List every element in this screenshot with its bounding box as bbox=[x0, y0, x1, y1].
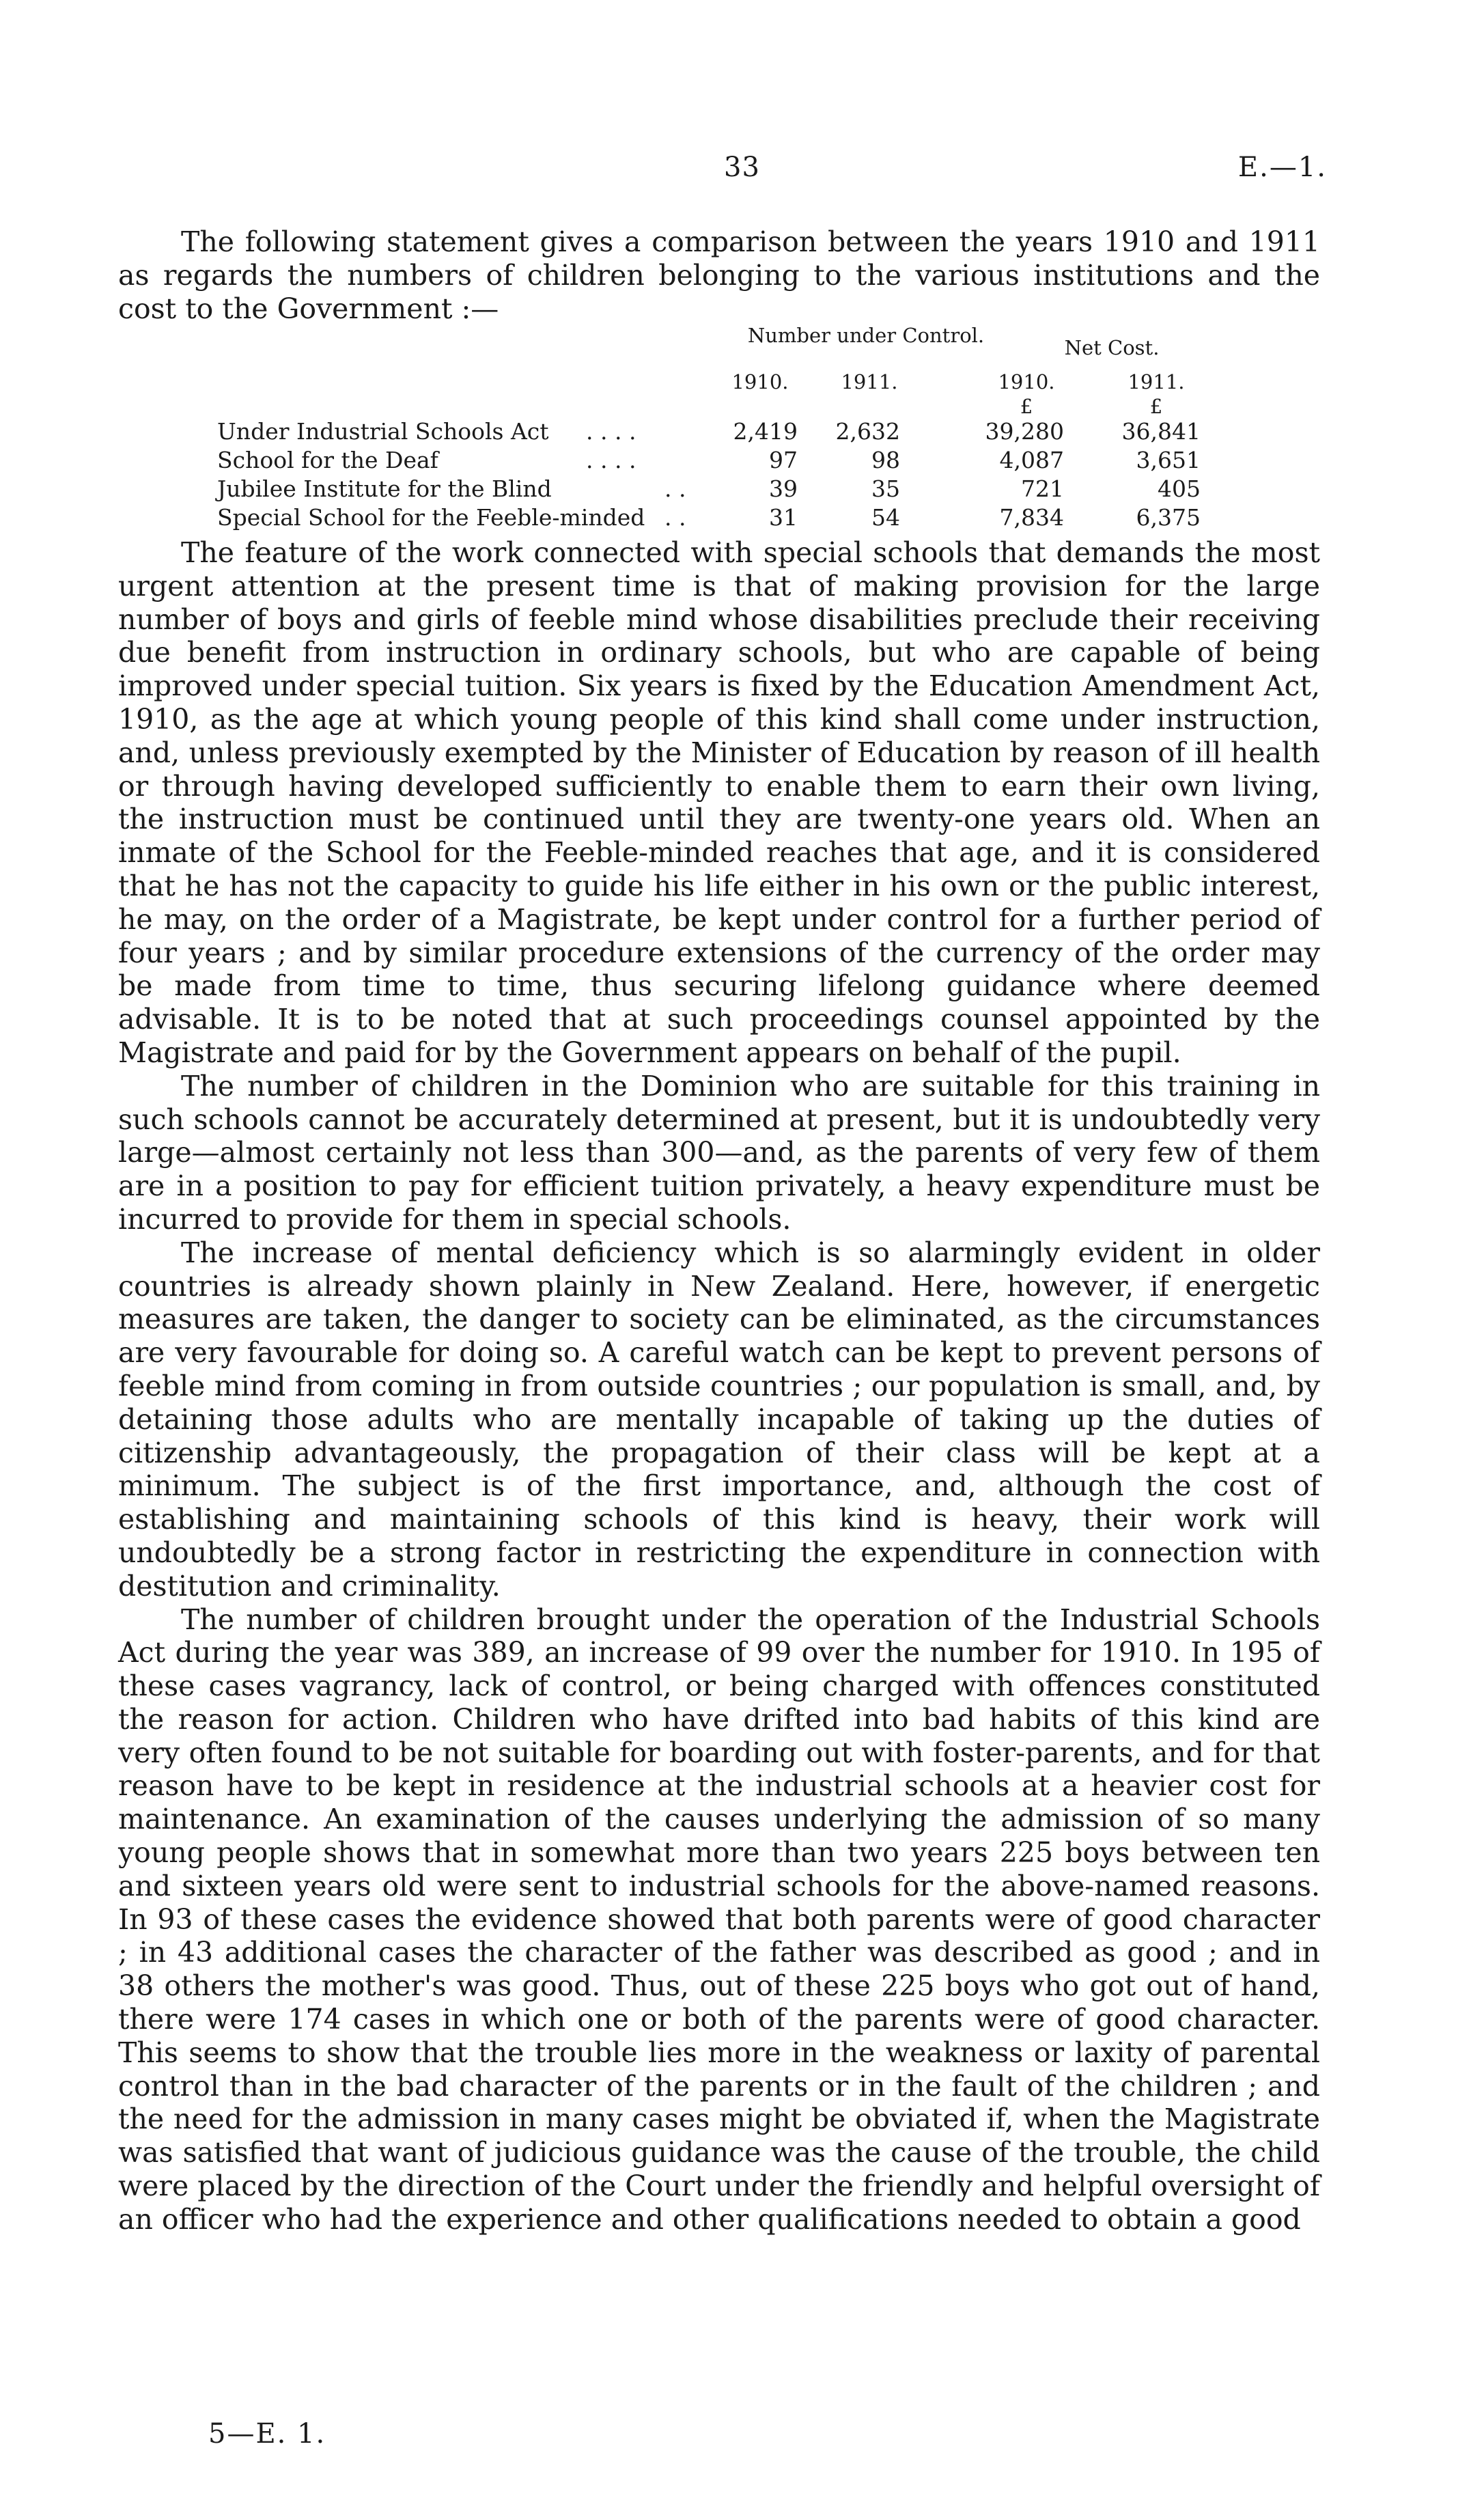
cost-1910: 721 bbox=[1021, 475, 1064, 502]
cost-1911: 405 bbox=[1158, 475, 1201, 502]
number-1911: 54 bbox=[871, 504, 900, 531]
number-1910: 39 bbox=[769, 475, 798, 502]
body-text bbox=[118, 536, 1320, 2236]
header-year: 1910. bbox=[998, 370, 1055, 393]
page-number: 33 bbox=[724, 152, 760, 183]
dot-leader: . . bbox=[664, 504, 686, 531]
footer-signature: 5—E. 1. bbox=[208, 2418, 326, 2450]
number-1910: 97 bbox=[769, 447, 798, 473]
cost-1910: 7,834 bbox=[999, 504, 1064, 531]
header-net-cost: Net Cost. bbox=[1064, 336, 1160, 359]
body-paragraph: The number of children brought under the operation of the Industrial Schools Act during the year was 389, an increase of 99 over the number for 1910. In 195 of these cases vagrancy, lack of control, or being charged with offences constituted the reason for action. Children who have drifted into bad habits of this kind are very often found to be not suitable for boarding out with foster-parents, and for that reason have to be kept in residence at the industrial schools at a heavier cost for maintenance. An examination of the causes underlying the admission of so many young people shows that in somewhat more than two years 225 boys between ten and sixteen years old were sent to industrial schools for the above-named reasons. In 93 of these cases the evidence showed that both parents were of good character ; in 43 additional cases the character of the father was described as good ; and in 38 others the mother's was good. Thus, out of these 225 boys who got out of hand, there were 174 cases in which one or both of the parents were of good character. This seems to show that the trouble lies more in the weakness or laxity of parental control than in the bad character of the parents or in the fault of the children ; and the need for the admission in many cases might be obviated if, when the Magistrate was satisfied that want of judicious guidance was the cause of the trouble, the child were placed by the direction of the Court under the friendly and helpful oversight of an officer who had the experience and other qualifications needed to obtain a good bbox=[118, 1603, 1320, 2236]
table-row bbox=[217, 504, 1207, 531]
table-row bbox=[217, 418, 1207, 445]
dot-leader: . . bbox=[664, 475, 686, 502]
dot-leader: . . . . bbox=[586, 418, 636, 445]
table-row bbox=[217, 475, 1207, 503]
intro-section bbox=[118, 225, 1320, 325]
body-paragraph: The number of children in the Dominion who are suitable for this training in such schools cannot be accurately determined at present, but it is undoubtedly very large—almost certainly not less than 300—and, as the parents of very few of them are in a position to pay for efficient tuition privately, a heavy expenditure must be incurred to provide for them in special schools. bbox=[118, 1069, 1320, 1236]
number-1910: 2,419 bbox=[733, 418, 798, 445]
dot-leader: . . . . bbox=[586, 447, 636, 473]
header-year: 1911. bbox=[1128, 370, 1185, 393]
body-paragraph: The feature of the work connected with special schools that demands the most urgent attention at the present time is that of making provision for the large number of boys and girls of feeble mind whose disabilities preclude their receiving due benefit from instruction in ordinary schools, but who are capable of being improved under special tuition. Six years is fixed by the Education Amendment Act, 1910, as the age at which young people of this kind shall come under instruction, and, unless previously exempted by the Minister of Education by reason of ill health or through having developed sufficiently to enable them to earn their own living, the instruction must be continued until they are twenty-one years old. When an inmate of the School for the Feeble-minded reaches that age, and it is considered that he has not the capacity to guide his life either in his own or the public interest, he may, on the order of a Magistrate, be kept under control for a further period of four years ; and by similar procedure extensions of the currency of the order may be made from time to time, thus securing lifelong guidance where deemed advisable. It is to be noted that at such proceedings counsel appointed by the Magistrate and paid for by the Government appears on behalf of the pupil. bbox=[118, 536, 1320, 1069]
header-number-under-control: Number under Control. bbox=[747, 324, 985, 347]
document-reference: E.—1. bbox=[1237, 152, 1327, 183]
currency-symbol: £ bbox=[1020, 395, 1033, 418]
table-row bbox=[217, 447, 1207, 474]
cost-1910: 4,087 bbox=[999, 447, 1064, 473]
row-label: Jubilee Institute for the Blind bbox=[217, 475, 552, 502]
intro-paragraph: The following statement gives a comparison between the years 1910 and 1911 as regards the numbers of children belonging to the various institutions and the cost to the Government :— bbox=[118, 225, 1320, 325]
number-1911: 2,632 bbox=[835, 418, 900, 445]
cost-1910: 39,280 bbox=[985, 418, 1064, 445]
cost-1911: 3,651 bbox=[1136, 447, 1201, 473]
number-1911: 35 bbox=[871, 475, 900, 502]
row-label: Special School for the Feeble-minded bbox=[217, 504, 645, 531]
header-year: 1910. bbox=[731, 370, 789, 393]
number-1910: 31 bbox=[769, 504, 798, 531]
row-label: School for the Deaf bbox=[217, 447, 438, 473]
header-year: 1911. bbox=[841, 370, 898, 393]
row-label: Under Industrial Schools Act bbox=[217, 418, 549, 445]
number-1911: 98 bbox=[871, 447, 900, 473]
currency-symbol: £ bbox=[1149, 395, 1163, 418]
cost-1911: 36,841 bbox=[1121, 418, 1201, 445]
body-paragraph: The increase of mental deficiency which is so alarmingly evident in older countries is already shown plainly in New Zealand. Here, however, if energetic measures are taken, the danger to society can be eliminated, as the circumstances are very favourable for doing so. A careful watch can be kept to prevent persons of feeble mind from coming in from outside countries ; our population is small, and, by detaining those adults who are mentally incapable of taking up the duties of citizenship advantageously, the propagation of their class will be kept at a minimum. The subject is of the first importance, and, although the cost of establishing and maintaining schools of this kind is heavy, their work will undoubtedly be a strong factor in restricting the expenditure in connection with destitution and criminality. bbox=[118, 1236, 1320, 1603]
cost-1911: 6,375 bbox=[1136, 504, 1201, 531]
